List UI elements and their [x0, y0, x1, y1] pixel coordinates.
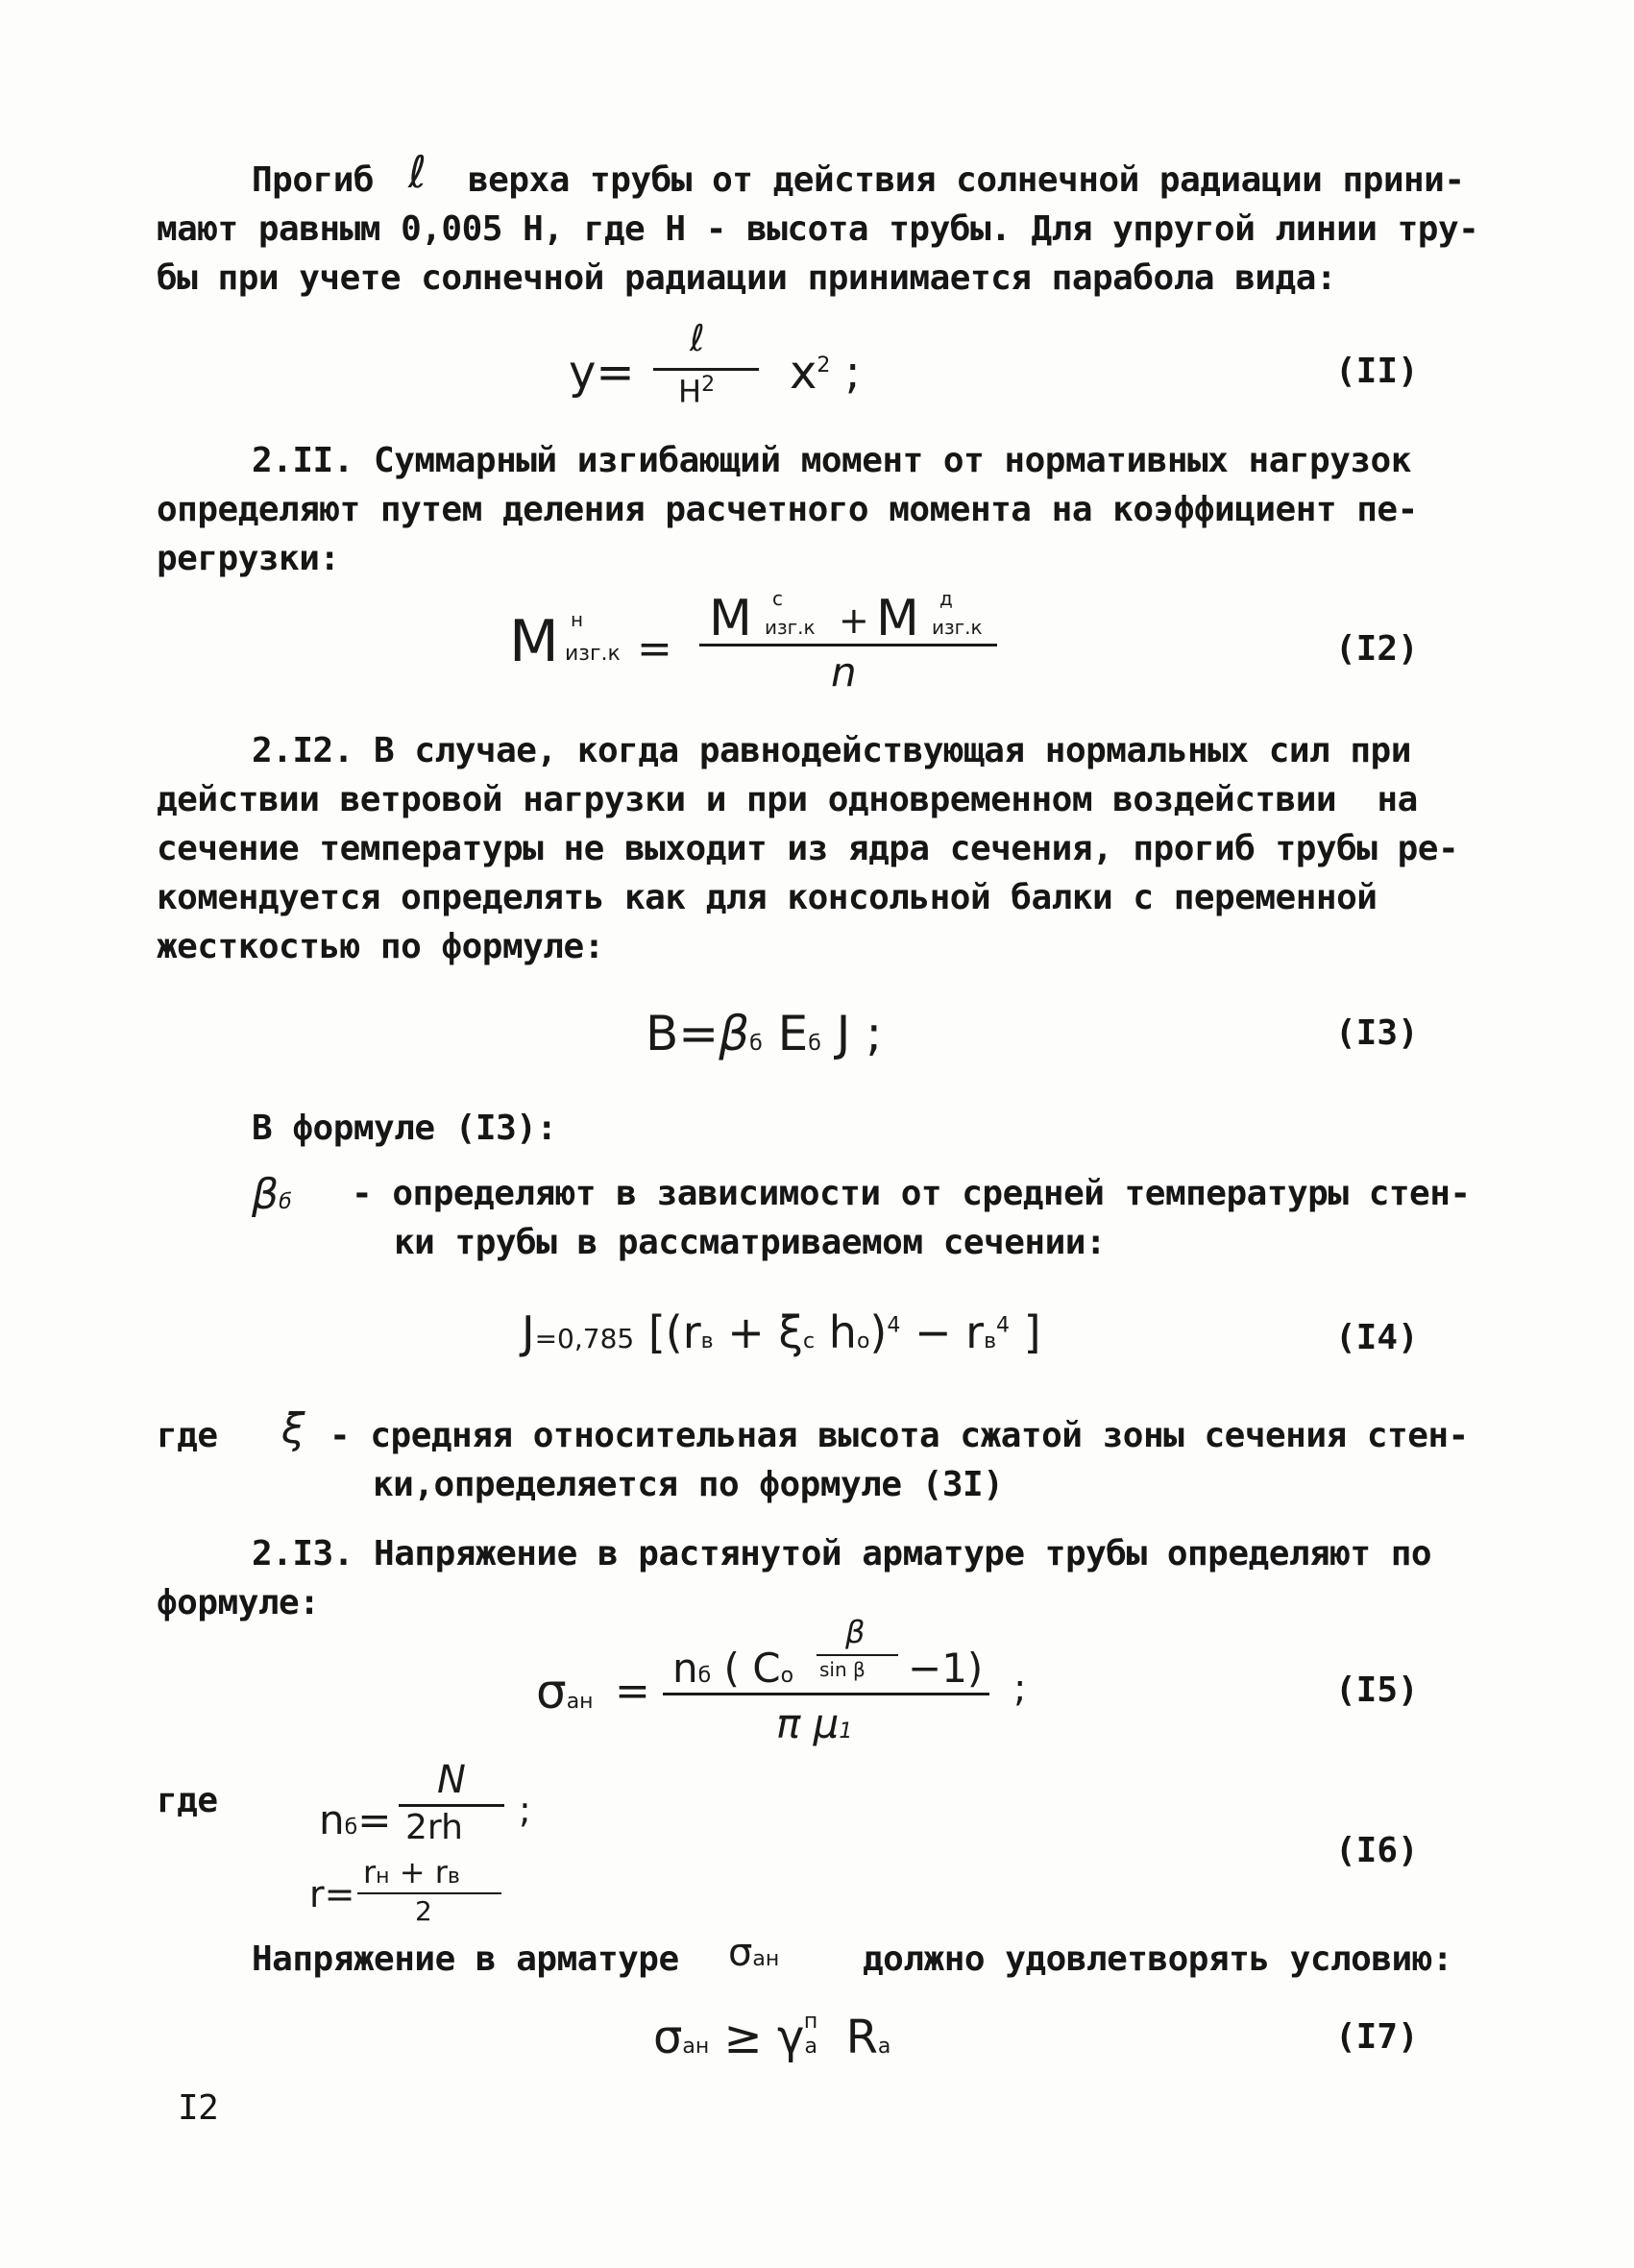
where-label-1: где: [157, 1416, 218, 1455]
beta-symbol: βб: [252, 1170, 292, 1219]
stress-condition-text: должно удовлетворять условию:: [863, 1939, 1453, 1979]
equation-number-12: (I2): [1335, 629, 1419, 669]
paragraph-4-line-1: 2.I3. Напряжение в растянутой арматуре трубы определяют по: [252, 1534, 1432, 1573]
deflection-symbol: ℓ: [408, 146, 427, 198]
paragraph-1-line-2: мают равным 0,005 Н, где Н - высота трубы. Для упругой линии тру-: [157, 209, 1479, 249]
beta-definition-line-1: - определяют в зависимости от средней температуры стен-: [352, 1174, 1471, 1213]
paragraph-3-line-2: действии ветровой нагрузки и при одновременном воздействии на: [157, 780, 1418, 819]
equation-number-13: (I3): [1335, 1013, 1419, 1053]
sigma-an-symbol: σан: [728, 1931, 780, 1975]
paragraph-2-line-1: 2.II. Суммарный изгибающий момент от нормативных нагрузок: [252, 441, 1411, 480]
xi-definition-line-2: ки,определяется по формуле (3I): [373, 1465, 1004, 1504]
xi-definition-line-1: - средняя относительная высота сжатой зоны сечения стен-: [329, 1416, 1469, 1455]
paragraph-1-start: Прогиб: [252, 160, 375, 200]
beta-definition-line-2: ки трубы в рассматриваемом сечении:: [394, 1223, 1107, 1262]
paragraph-1-line-3: бы при учете солнечной радиации принимается парабола вида:: [157, 258, 1337, 298]
where-label-2: где: [157, 1781, 218, 1820]
paragraph-4-line-2: формуле:: [157, 1583, 320, 1622]
paragraph-3-line-3: сечение температуры не выходит из ядра сечения, прогиб трубы ре-: [157, 829, 1459, 868]
xi-symbol: ξ: [281, 1404, 305, 1453]
stress-condition-label: Напряжение в арматуре: [252, 1939, 679, 1979]
paragraph-3-line-5: жесткостью по формуле:: [157, 927, 604, 966]
paragraph-3-line-1: 2.I2. В случае, когда равнодействующая нормальных сил при: [252, 731, 1411, 770]
equation-number-11: (II): [1335, 352, 1419, 391]
equation-number-16: (I6): [1335, 1831, 1419, 1870]
paragraph-2-line-2: определяют путем деления расчетного момента на коэффициент пе-: [157, 490, 1418, 529]
page-number: I2: [178, 2088, 219, 2128]
paragraph-1-line-1: верха трубы от действия солнечной радиации прини-: [468, 160, 1465, 200]
equation-number-15: (I5): [1335, 1671, 1419, 1710]
paragraph-3-line-4: комендуется определять как для консольной балки с переменной: [157, 878, 1378, 917]
paragraph-2-line-3: регрузки:: [157, 539, 340, 578]
in-formula-13-label: В формуле (I3):: [252, 1109, 557, 1148]
equation-number-17: (I7): [1335, 2017, 1419, 2057]
equation-number-14: (I4): [1335, 1318, 1419, 1357]
